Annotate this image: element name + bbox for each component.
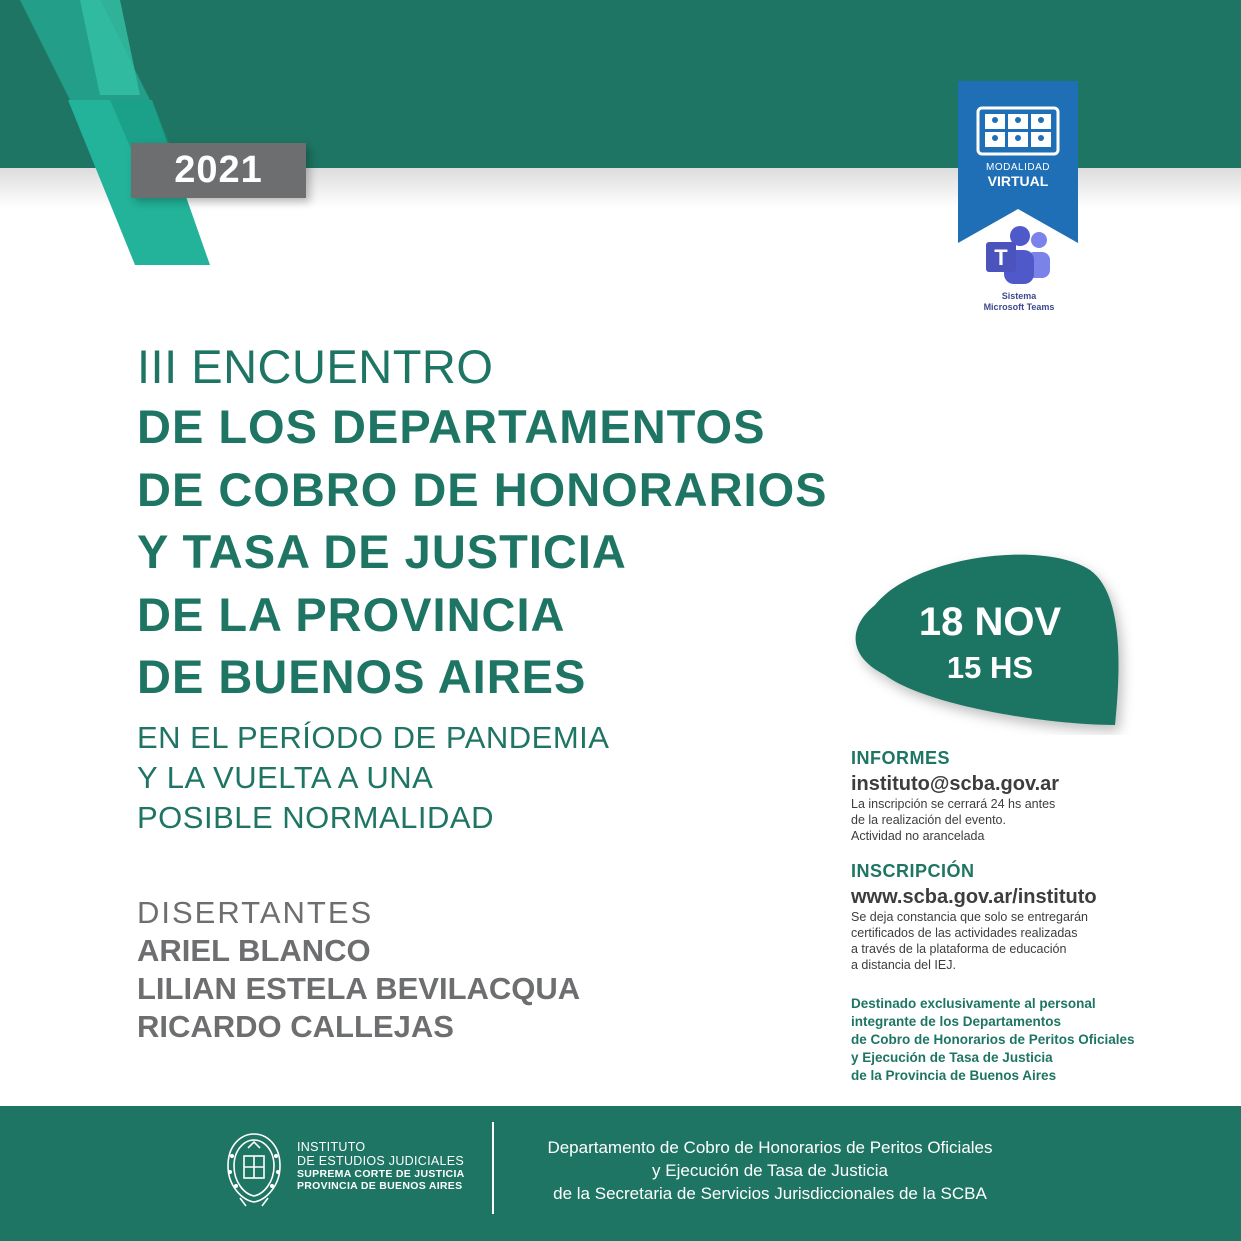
audience-line: de Cobro de Honorarios de Peritos Oficiales xyxy=(851,1032,1135,1047)
audience-line: integrante de los Departamentos xyxy=(851,1014,1062,1029)
contact-email[interactable]: instituto@scba.gov.ar xyxy=(851,773,1060,795)
court-seal-icon xyxy=(222,1128,286,1208)
subtitle-line: EN EL PERÍODO DE PANDEMIA xyxy=(137,720,610,755)
speakers-heading: DISERTANTES xyxy=(137,895,374,930)
audience-line: de la Provincia de Buenos Aires xyxy=(851,1068,1057,1083)
platform-line1: Sistema xyxy=(1001,291,1037,301)
event-subtitle xyxy=(137,718,609,838)
institute-line: INSTITUTO xyxy=(297,1140,366,1154)
modality-value: VIRTUAL xyxy=(987,173,1049,189)
speakers-block xyxy=(137,894,580,1046)
inscripcion-note: a través de la plataforma de educación xyxy=(851,942,1067,956)
footer-divider xyxy=(492,1122,494,1214)
title-bold-line: Y TASA DE JUSTICIA xyxy=(137,525,627,578)
inscripcion-note: Se deja constancia que solo se entregarán xyxy=(851,910,1088,924)
year-badge: 2021 xyxy=(131,143,306,198)
event-date: 18 NOV xyxy=(918,600,1062,644)
inscripcion-note: a distancia del IEJ. xyxy=(851,958,956,972)
title-bold-line: DE LOS DEPARTAMENTOS xyxy=(137,400,766,453)
modality-label: MODALIDAD xyxy=(986,162,1050,173)
registration-link[interactable]: www.scba.gov.ar/instituto xyxy=(851,886,1097,908)
speaker-name: LILIAN ESTELA BEVILACQUA xyxy=(137,971,581,1006)
informes-note: Actividad no arancelada xyxy=(851,829,985,843)
teams-letter: T xyxy=(994,245,1008,270)
platform-caption xyxy=(965,291,1073,313)
department-line: y Ejecución de Tasa de Justicia xyxy=(652,1161,888,1180)
audience-line: y Ejecución de Tasa de Justicia xyxy=(851,1050,1053,1065)
inscripcion-block xyxy=(851,861,1097,973)
event-time: 15 HS xyxy=(946,650,1034,685)
informes-heading: INFORMES xyxy=(851,748,951,768)
institute-name xyxy=(297,1140,465,1192)
informes-note: de la realización del evento. xyxy=(851,813,1006,827)
informes-block xyxy=(851,748,1059,844)
title-bold-line: DE BUENOS AIRES xyxy=(137,650,587,703)
subtitle-line: Y LA VUELTA A UNA xyxy=(137,760,434,795)
inscripcion-note: certificados de las actividades realizadas xyxy=(851,926,1078,940)
title-line-1: III ENCUENTRO xyxy=(137,340,494,393)
title-bold-line: DE LA PROVINCIA xyxy=(137,587,566,641)
speaker-name: ARIEL BLANCO xyxy=(137,933,371,968)
audience-line: Destinado exclusivamente al personal xyxy=(851,996,1096,1011)
inscripcion-heading: INSCRIPCIÓN xyxy=(851,861,975,881)
institute-line: DE ESTUDIOS JUDICIALES xyxy=(297,1154,465,1168)
informes-note: La inscripción se cerrará 24 hs antes xyxy=(851,797,1056,811)
platform-line2: Microsoft Teams xyxy=(983,302,1055,312)
department-line: de la Secretaria de Servicios Jurisdiccionales de la SCBA xyxy=(553,1184,987,1203)
department-name xyxy=(505,1136,1035,1205)
subtitle-line: POSIBLE NORMALIDAD xyxy=(137,800,494,835)
microsoft-teams-icon xyxy=(984,226,1054,288)
institute-line: PROVINCIA DE BUENOS AIRES xyxy=(297,1180,463,1192)
title-bold-line: DE COBRO DE HONORARIOS xyxy=(137,462,828,516)
institute-line: SUPREMA CORTE DE JUSTICIA xyxy=(297,1168,465,1180)
speaker-name: RICARDO CALLEJAS xyxy=(137,1009,454,1044)
department-line: Departamento de Cobro de Honorarios de Peritos Oficiales xyxy=(547,1138,993,1157)
audience-note xyxy=(851,995,1135,1085)
event-title xyxy=(137,338,828,709)
